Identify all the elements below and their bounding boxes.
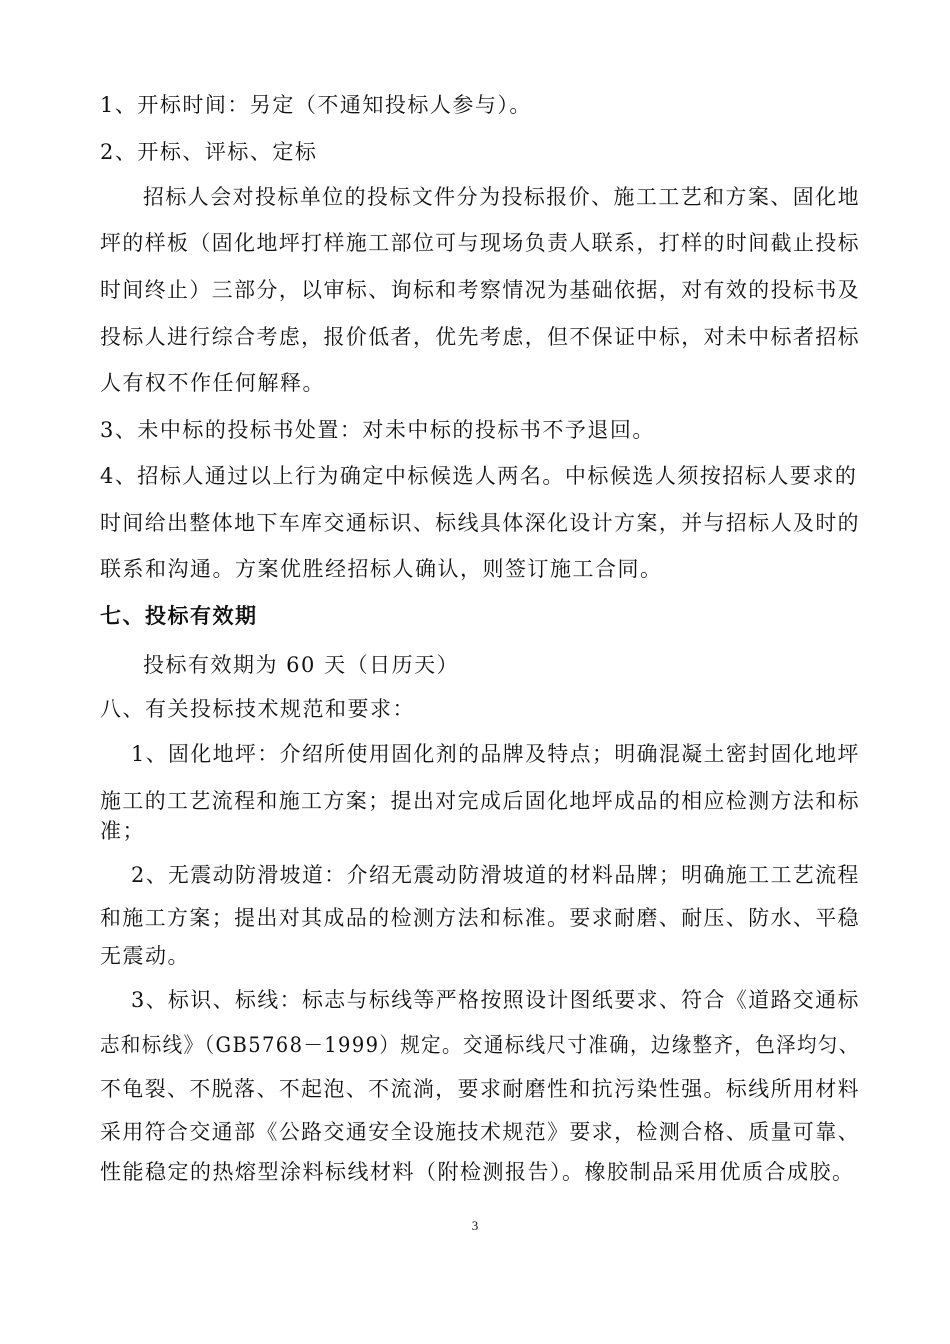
text-line: 准； (100, 819, 145, 843)
section-heading: 七、投标有效期 (100, 603, 258, 628)
text-line: 性能稳定的热熔型涂料标线材料（附检测报告）。橡胶制品采用优质合成胶。 (100, 1160, 855, 1184)
text-line: 时间给出整体地下车库交通标识、标线具体深化设计方案，并与招标人及时的 (100, 511, 861, 535)
text-line: 投标有效期为 60 天（日历天） (143, 653, 460, 677)
text-line: 1、开标时间：另定（不通知投标人参与）。 (100, 93, 532, 117)
text-line: 投标人进行综合考虑，报价低者，优先考虑，但不保证中标，对未中标者招标 (100, 325, 861, 349)
section-heading: 八、有关投标技术规范和要求： (100, 697, 415, 721)
text-line: 施工的工艺流程和施工方案；提出对完成后固化地坪成品的相应检测方法和标 (100, 789, 861, 813)
text-line: 2、无震动防滑坡道：介绍无震动防滑坡道的材料品牌；明确施工工艺流程 (131, 863, 860, 887)
text-line: 4、招标人通过以上行为确定中标候选人两名。中标候选人须按招标人要求的 (100, 464, 858, 488)
text-line: 1、固化地坪：介绍所使用固化剂的品牌及特点；明确混凝土密封固化地坪 (131, 742, 860, 766)
page-number: 3 (471, 1218, 479, 1233)
text-line: 联系和沟通。方案优胜经招标人确认，则签订施工合同。 (100, 557, 663, 581)
text-line: 招标人会对投标单位的投标文件分为投标报价、施工工艺和方案、固化地 (143, 185, 860, 209)
text-line: 不龟裂、不脱落、不起泡、不流淌，要求耐磨性和抗污染性强。标线所用材料 (100, 1077, 861, 1101)
text-line: 采用符合交通部《公路交通安全设施技术规范》要求，检测合格、质量可靠、 (100, 1120, 861, 1144)
text-line: 坪的样板（固化地坪打样施工部位可与现场负责人联系，打样的时间截止投标 (100, 231, 861, 255)
text-line: 志和标线》（GB5768－1999）规定。交通标线尺寸准确，边缘整齐，色泽均匀、 (100, 1033, 860, 1057)
text-line: 3、标识、标线：标志与标线等严格按照设计图纸要求、符合《道路交通标 (131, 988, 860, 1012)
text-line: 3、未中标的投标书处置：对未中标的投标书不予退回。 (100, 418, 655, 442)
text-line: 和施工方案；提出对其成品的检测方法和标准。要求耐磨、耐压、防水、平稳 (100, 906, 861, 930)
text-line: 2、开标、评标、定标 (100, 140, 318, 164)
text-line: 人有权不作任何解释。 (100, 371, 325, 395)
text-line: 无震动。 (100, 944, 190, 968)
text-line: 时间终止）三部分，以审标、询标和考察情况为基础依据，对有效的投标书及 (100, 278, 861, 302)
